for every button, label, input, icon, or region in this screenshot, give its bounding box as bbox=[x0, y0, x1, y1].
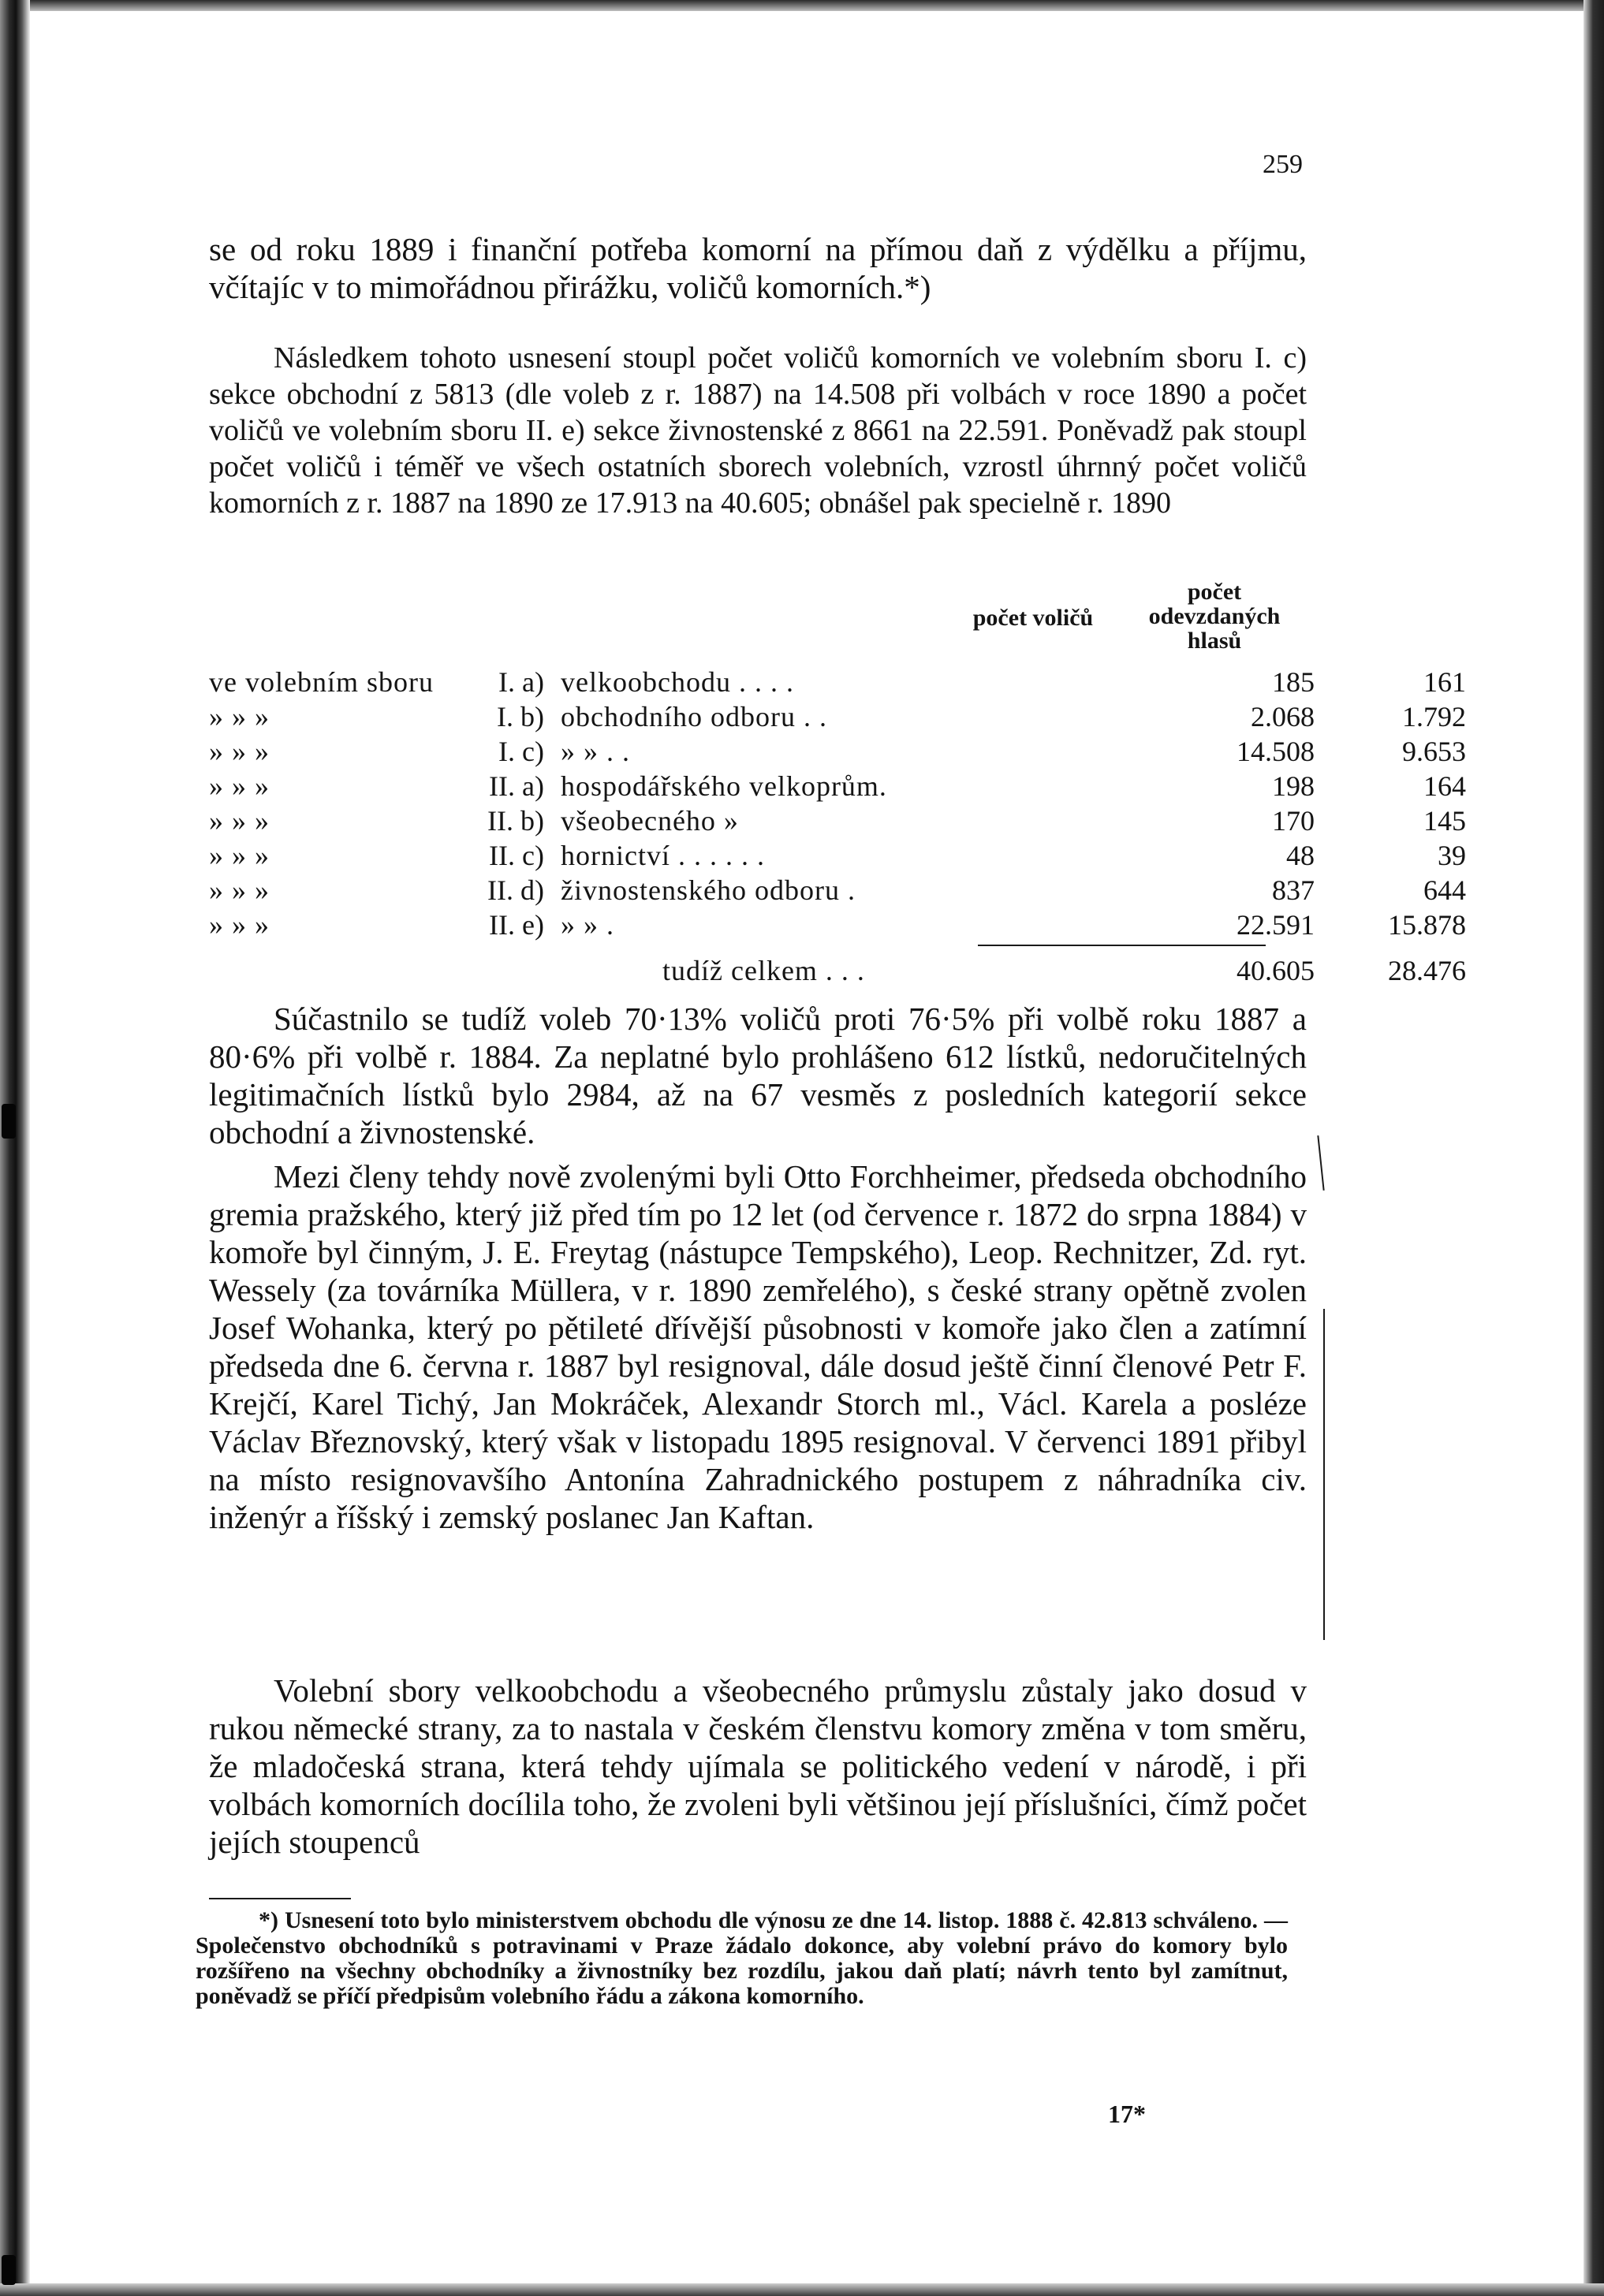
total-voters: 40.605 bbox=[1237, 955, 1315, 986]
row-voters: 48 bbox=[1286, 840, 1315, 871]
row-voters: 185 bbox=[1272, 666, 1315, 698]
page-number: 259 bbox=[1263, 150, 1303, 179]
row-category: všeobecného » bbox=[561, 805, 739, 837]
row-prefix: » » » bbox=[209, 874, 270, 906]
table-row bbox=[209, 838, 1466, 873]
row-voters: 837 bbox=[1272, 874, 1315, 906]
row-votes: 15.878 bbox=[1388, 909, 1466, 941]
row-prefix: » » » bbox=[209, 770, 270, 802]
table-row bbox=[209, 769, 1466, 803]
column-header-voters: počet voličů bbox=[972, 605, 1094, 631]
binding-mark bbox=[2, 1104, 16, 1139]
total-row bbox=[209, 952, 1466, 989]
margin-pen-mark bbox=[1323, 1309, 1325, 1640]
scan-border-left bbox=[0, 0, 30, 2296]
row-group: II. c) bbox=[489, 840, 544, 871]
row-voters: 22.591 bbox=[1237, 909, 1315, 941]
row-prefix: » » » bbox=[209, 840, 270, 871]
paragraph: Súčastnilo se tudíž voleb 70·13% voličů proti 76·5% při volbě roku 1887 a 80·6% při volbě r. 1884. Za neplatné bylo prohlášeno 612 lístků, nedoručitelných legitimačních lístků bylo 2984, až na 67 vesměs z posledních kategorií sekce obchodní a živnostenské. bbox=[209, 1001, 1307, 1150]
total-label: tudíž celkem . . . bbox=[662, 955, 865, 986]
row-votes: 1.792 bbox=[1402, 701, 1466, 732]
row-group: II. d) bbox=[487, 874, 544, 906]
total-votes: 28.476 bbox=[1388, 955, 1466, 986]
row-voters: 2.068 bbox=[1251, 701, 1315, 732]
binding-mark bbox=[2, 2255, 16, 2285]
scan-border-bottom bbox=[0, 2283, 1604, 2296]
scan-border-top bbox=[17, 0, 1587, 11]
row-voters: 198 bbox=[1272, 770, 1315, 802]
table-row bbox=[209, 699, 1466, 734]
row-voters: 170 bbox=[1272, 805, 1315, 837]
paragraph: Mezi členy tehdy nově zvolenými byli Otto Forchheimer, předseda obchodního gremia pražského, který již před tím po 12 let (od července r. 1872 do srpna 1884) v komoře byl činným, J. E. Freytag (nástupce Tempského), Leop. Rechnitzer, Zd. ryt. Wessely (za továrníka Müllera, v r. 1890 zemřelého), s české strany opětně zvolen Josef Wohanka, který po pětileté dřívější působnosti v komoře jako člen a zatímní předseda dne 6. června r. 1887 byl resignoval, dále dosud ještě činní členové Petr F. Krejčí, Karel Tichý, Jan Mokráček, Alexandr Storch ml., Václ. Karela a posléze Václav Březnovský, který však v listopadu 1895 resignoval. V červenci 1891 přibyl na místo resignovavšího Antonína Zahradnického postupem z náhradníka civ. inženýr a říšský i zemský poslanec Jan Kaftan. bbox=[209, 1158, 1307, 1535]
row-category: hornictví . . . . . . bbox=[561, 840, 765, 871]
margin-pen-mark bbox=[1317, 1135, 1324, 1191]
row-votes: 145 bbox=[1423, 805, 1466, 837]
row-prefix: » » » bbox=[209, 701, 270, 732]
row-group: II. b) bbox=[487, 805, 544, 837]
row-votes: 9.653 bbox=[1402, 736, 1466, 767]
row-prefix: » » » bbox=[209, 736, 270, 767]
row-group: I. a) bbox=[498, 666, 544, 698]
row-group: II. a) bbox=[489, 770, 544, 802]
row-category: » » . . bbox=[561, 736, 630, 767]
row-prefix: » » » bbox=[209, 805, 270, 837]
printer-signature: 17* bbox=[1108, 2100, 1146, 2128]
row-category: živnostenského odboru . bbox=[561, 874, 856, 906]
row-group: I. b) bbox=[497, 701, 544, 732]
row-votes: 164 bbox=[1423, 770, 1466, 802]
row-category: obchodního odboru . . bbox=[561, 701, 827, 732]
table-row bbox=[209, 908, 1466, 942]
row-prefix: ve volebním sboru bbox=[209, 666, 434, 698]
sum-rule bbox=[978, 945, 1266, 946]
paragraph: Následkem tohoto usnesení stoupl počet voličů komorních ve volebním sboru I. c) sekce obchodní z 5813 (dle voleb z r. 1887) na 14.508 při volbách v roce 1890 a počet voličů ve volebním sboru II. e) sekce živnostenské z 8661 na 22.591. Poněvadž pak stoupl počet voličů i téměř ve všech ostatních sborech volebních, vzrostl úhrnný počet voličů komorních z r. 1887 na 1890 ze 17.913 na 40.605; obnášel pak specielně r. 1890 bbox=[209, 341, 1307, 520]
row-category: velkoobchodu . . . . bbox=[561, 666, 794, 698]
row-votes: 644 bbox=[1423, 874, 1466, 906]
column-header-votes: počet odevzdaných hlasů bbox=[1148, 579, 1281, 654]
row-category: » » . bbox=[561, 909, 614, 941]
paragraph: Volební sbory velkoobchodu a všeobecného průmyslu zůstaly jako dosud v rukou německé strany, za to nastala v českém členstvu komory změna v tom směru, že mladočeská strana, která tehdy ujímala se politického vedení v národě, i při volbách komorních docílila toho, že zvoleni byli většinou její příslušníci, čímž počet jejích stoupenců bbox=[209, 1672, 1307, 1860]
row-group: II. e) bbox=[489, 909, 544, 941]
paragraph: se od roku 1889 i finanční potřeba komorní na přímou daň z výdělku a příjmu, včítajíc v to mimořádnou přirážku, voličů komorních.*) bbox=[209, 231, 1307, 305]
footnote-rule bbox=[209, 1898, 351, 1899]
row-votes: 39 bbox=[1438, 840, 1466, 871]
row-group: I. c) bbox=[498, 736, 544, 767]
scan-border-right bbox=[1583, 0, 1604, 2296]
row-voters: 14.508 bbox=[1237, 736, 1315, 767]
row-prefix: » » » bbox=[209, 909, 270, 941]
table-row bbox=[209, 734, 1466, 769]
table-row bbox=[209, 803, 1466, 838]
table-row bbox=[209, 665, 1466, 699]
table-row bbox=[209, 873, 1466, 908]
row-votes: 161 bbox=[1423, 666, 1466, 698]
footnote: *) Usnesení toto bylo ministerstvem obchodu dle výnosu ze dne 14. listop. 1888 č. 42.813 schváleno. — Společenstvo obchodníků s potravinami v Praze žádalo dokonce, aby volební právo do komory bylo rozšířeno na všechny obchodníky a živnostníky bez rozdílu, jakou daň platí; návrh tento byl zamítnut, poněvadž se příčí předpisům volebního řádu a zákona komorního. bbox=[196, 1907, 1288, 2009]
row-category: hospodářského velkoprům. bbox=[561, 770, 887, 802]
